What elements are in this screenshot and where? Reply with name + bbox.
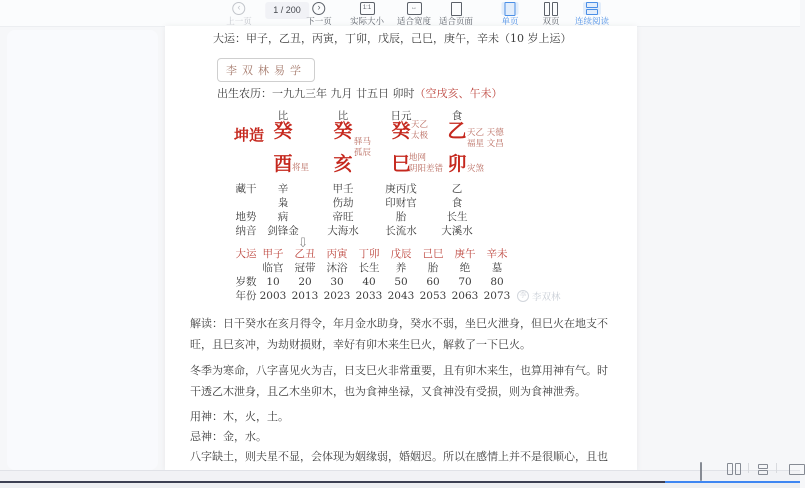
actual-size-icon: 1:1 [359, 2, 374, 15]
fit-width-label: 适合宽度 [396, 16, 432, 26]
double-page-button[interactable] [541, 2, 561, 26]
stage-day: 胎 [395, 211, 407, 223]
row-label-stage: 地势 [235, 211, 257, 223]
hidden-stems-day: 庚丙戊 [385, 183, 417, 195]
dayun-gz-7: 庚午 [454, 248, 476, 260]
continuous-scroll-icon [586, 2, 598, 15]
ten-god-year: 比 [277, 110, 289, 122]
dayun-age-5: 50 [394, 276, 408, 288]
prev-page-label: 上一页 [226, 16, 252, 26]
page-indicator[interactable] [265, 1, 309, 19]
dayun-yr-1: 2003 [259, 290, 287, 302]
single-page-icon [504, 2, 515, 16]
dayun-age-1: 10 [266, 276, 280, 288]
dayun-stage-3: 沐浴 [326, 262, 348, 274]
branch-year: 酉 [273, 153, 293, 175]
birth-date-text: 出生农历：一九九三年 九月 廿五日 卯时 [217, 87, 415, 100]
dayun-age-2: 20 [298, 276, 312, 288]
dayun-summary-line: 大运：甲子，乙丑，丙寅，丁卯，戊辰，己巳，庚午，辛未（10 岁上运） [213, 32, 572, 45]
paragraph-jiedu: 解读：日干癸水在亥月得令，年月金水助身，癸水不弱，坐巳火泄身，但巳火在地支不 旺，且巳亥冲，为劫财损财，幸好有卯木来生巳火，解救了一下巳火。 [190, 317, 608, 351]
continuous-read-label: 连续阅读 [574, 16, 610, 26]
hidden-gods-hour: 食 [451, 197, 463, 209]
fit-width-icon: ↔ [406, 2, 421, 15]
chevron-right-circle-icon: › [312, 2, 325, 15]
paragraph-lack-earth: 八字缺土，则夫星不显，会体现为姻缘弱，婚姻迟。所以在感情上并不是很顺心，且也 [190, 450, 608, 463]
dayun-stage-1: 临官 [262, 262, 284, 274]
dayun-stage-6: 胎 [427, 262, 439, 274]
stage-hour: 长生 [446, 211, 468, 223]
birth-date-line [217, 87, 503, 101]
fit-width-button[interactable] [397, 2, 431, 26]
row-label-hidden-stems: 藏干 [235, 183, 257, 195]
document-page [165, 26, 637, 472]
hidden-gods-month: 伤劫 [332, 197, 354, 209]
statusbar-single-page-icon[interactable] [700, 463, 702, 481]
dayun-age-6: 60 [426, 276, 440, 288]
bottom-strip [0, 483, 800, 488]
ten-god-hour: 食 [451, 110, 463, 122]
dayun-gz-2: 乙丑 [294, 248, 316, 260]
shensha-hour-branch: 灾煞 [467, 164, 485, 174]
hidden-stems-month: 甲壬 [332, 183, 354, 195]
actual-size-label: 实际大小 [349, 16, 385, 26]
dayun-age-4: 40 [362, 276, 376, 288]
jishen-line: 忌神：金，水。 [190, 430, 267, 443]
paragraph-winter: 冬季为寒命，八字喜见火为吉，日支巳火非常重要，且有卯木来生，也算用神有气。时 干透乙木泄身，且乙木坐卯木，也为食神坐禄，又食神没有受损，则为食神泄秀。 [190, 364, 608, 398]
statusbar-double-page-icon[interactable] [727, 463, 741, 475]
hidden-gods-day: 印财官 [385, 197, 417, 209]
nayin-month: 大海水 [327, 225, 359, 237]
dayun-age-8: 80 [490, 276, 504, 288]
actual-size-button[interactable] [350, 2, 384, 26]
yongshen-line: 用神：木，火，土。 [190, 410, 289, 423]
dayun-yr-2: 2013 [291, 290, 319, 302]
top-toolbar [0, 0, 800, 27]
branch-month: 亥 [333, 153, 353, 175]
stem-day: 癸 [391, 120, 411, 142]
next-page-button[interactable] [306, 2, 332, 26]
nayin-hour: 大溪水 [441, 225, 473, 237]
hidden-stems-year: 辛 [277, 183, 289, 195]
statusbar-divider-1 [748, 463, 749, 473]
hidden-gods-year: 枭 [277, 197, 289, 209]
next-page-label: 下一页 [306, 16, 332, 26]
watermark [517, 289, 561, 303]
dayun-age-3: 30 [330, 276, 344, 288]
shensha-day-stem: 天乙 太极 [411, 120, 429, 141]
ten-god-month: 比 [337, 110, 349, 122]
stage-month: 帝旺 [332, 211, 354, 223]
double-page-label: 双页 [542, 16, 560, 26]
gender-label: 坤造 [233, 126, 264, 144]
nayin-day: 长流水 [385, 225, 417, 237]
dayun-gz-1: 甲子 [262, 248, 284, 260]
ten-god-day: 日元 [390, 110, 412, 122]
thumbnail-panel [7, 30, 158, 470]
hidden-stems-hour: 乙 [451, 183, 463, 195]
dayun-age-7: 70 [458, 276, 472, 288]
dayun-stage-8: 墓 [491, 262, 503, 274]
page-indicator-value[interactable]: 1 / 200 [265, 2, 309, 19]
statusbar-divider-2 [776, 463, 777, 473]
fit-page-button[interactable] [439, 2, 473, 26]
stem-month: 癸 [333, 120, 353, 142]
nayin-year: 剑锋金 [267, 225, 299, 237]
dayun-stage-4: 长生 [358, 262, 380, 274]
dayun-yr-7: 2063 [451, 290, 479, 302]
dayun-gz-5: 戊辰 [390, 248, 412, 260]
dayun-stage-2: 冠带 [294, 262, 316, 274]
down-arrow-icon: ⇩ [297, 236, 309, 251]
birth-void-text: （空戌亥、午未） [414, 87, 503, 100]
watermark-text: 李双林 [532, 292, 561, 303]
dayun-yr-5: 2043 [387, 290, 415, 302]
dayun-gz-6: 己巳 [422, 248, 444, 260]
shensha-month-stem: 驿马 孤辰 [354, 137, 372, 158]
stem-year: 癸 [273, 120, 293, 142]
single-page-button[interactable] [501, 2, 518, 26]
dayun-yr-4: 2033 [355, 290, 383, 302]
author-stamp: 李双林易学 [217, 58, 315, 82]
stage-year: 病 [277, 211, 289, 223]
dayun-gz-4: 丁卯 [358, 248, 380, 260]
dayun-stage-5: 养 [395, 262, 407, 274]
fit-page-label: 适合页面 [438, 16, 474, 26]
statusbar-fit-icon[interactable] [789, 464, 805, 475]
shensha-year-branch: 将星 [292, 163, 310, 173]
single-page-label: 单页 [501, 16, 519, 26]
stem-hour: 乙 [447, 120, 467, 142]
watermark-logo-icon: 李 [517, 290, 529, 302]
dayun-gz-3: 丙寅 [326, 248, 348, 260]
dayun-label: 大运 [235, 248, 257, 260]
dayun-year-label: 年份 [235, 290, 257, 302]
branch-day: 巳 [391, 153, 411, 175]
dayun-stage-7: 绝 [459, 262, 471, 274]
dayun-yr-3: 2023 [323, 290, 351, 302]
fit-page-icon [450, 2, 461, 16]
statusbar-continuous-icon[interactable] [758, 464, 768, 475]
dayun-age-label: 岁数 [235, 276, 257, 288]
row-label-nayin: 纳音 [235, 225, 257, 237]
shensha-hour-stem: 天乙 天德 福星 文昌 [467, 128, 504, 149]
double-page-icon [544, 2, 558, 16]
chevron-left-circle-icon: ‹ [232, 2, 245, 15]
dayun-yr-8: 2073 [483, 290, 511, 302]
dayun-yr-6: 2053 [419, 290, 447, 302]
prev-page-button[interactable] [226, 2, 252, 26]
shensha-day-branch: 地网 阴阳差错 [409, 153, 444, 174]
continuous-read-button[interactable] [575, 2, 609, 26]
branch-hour: 卯 [447, 153, 467, 175]
dayun-gz-8: 辛未 [486, 248, 508, 260]
